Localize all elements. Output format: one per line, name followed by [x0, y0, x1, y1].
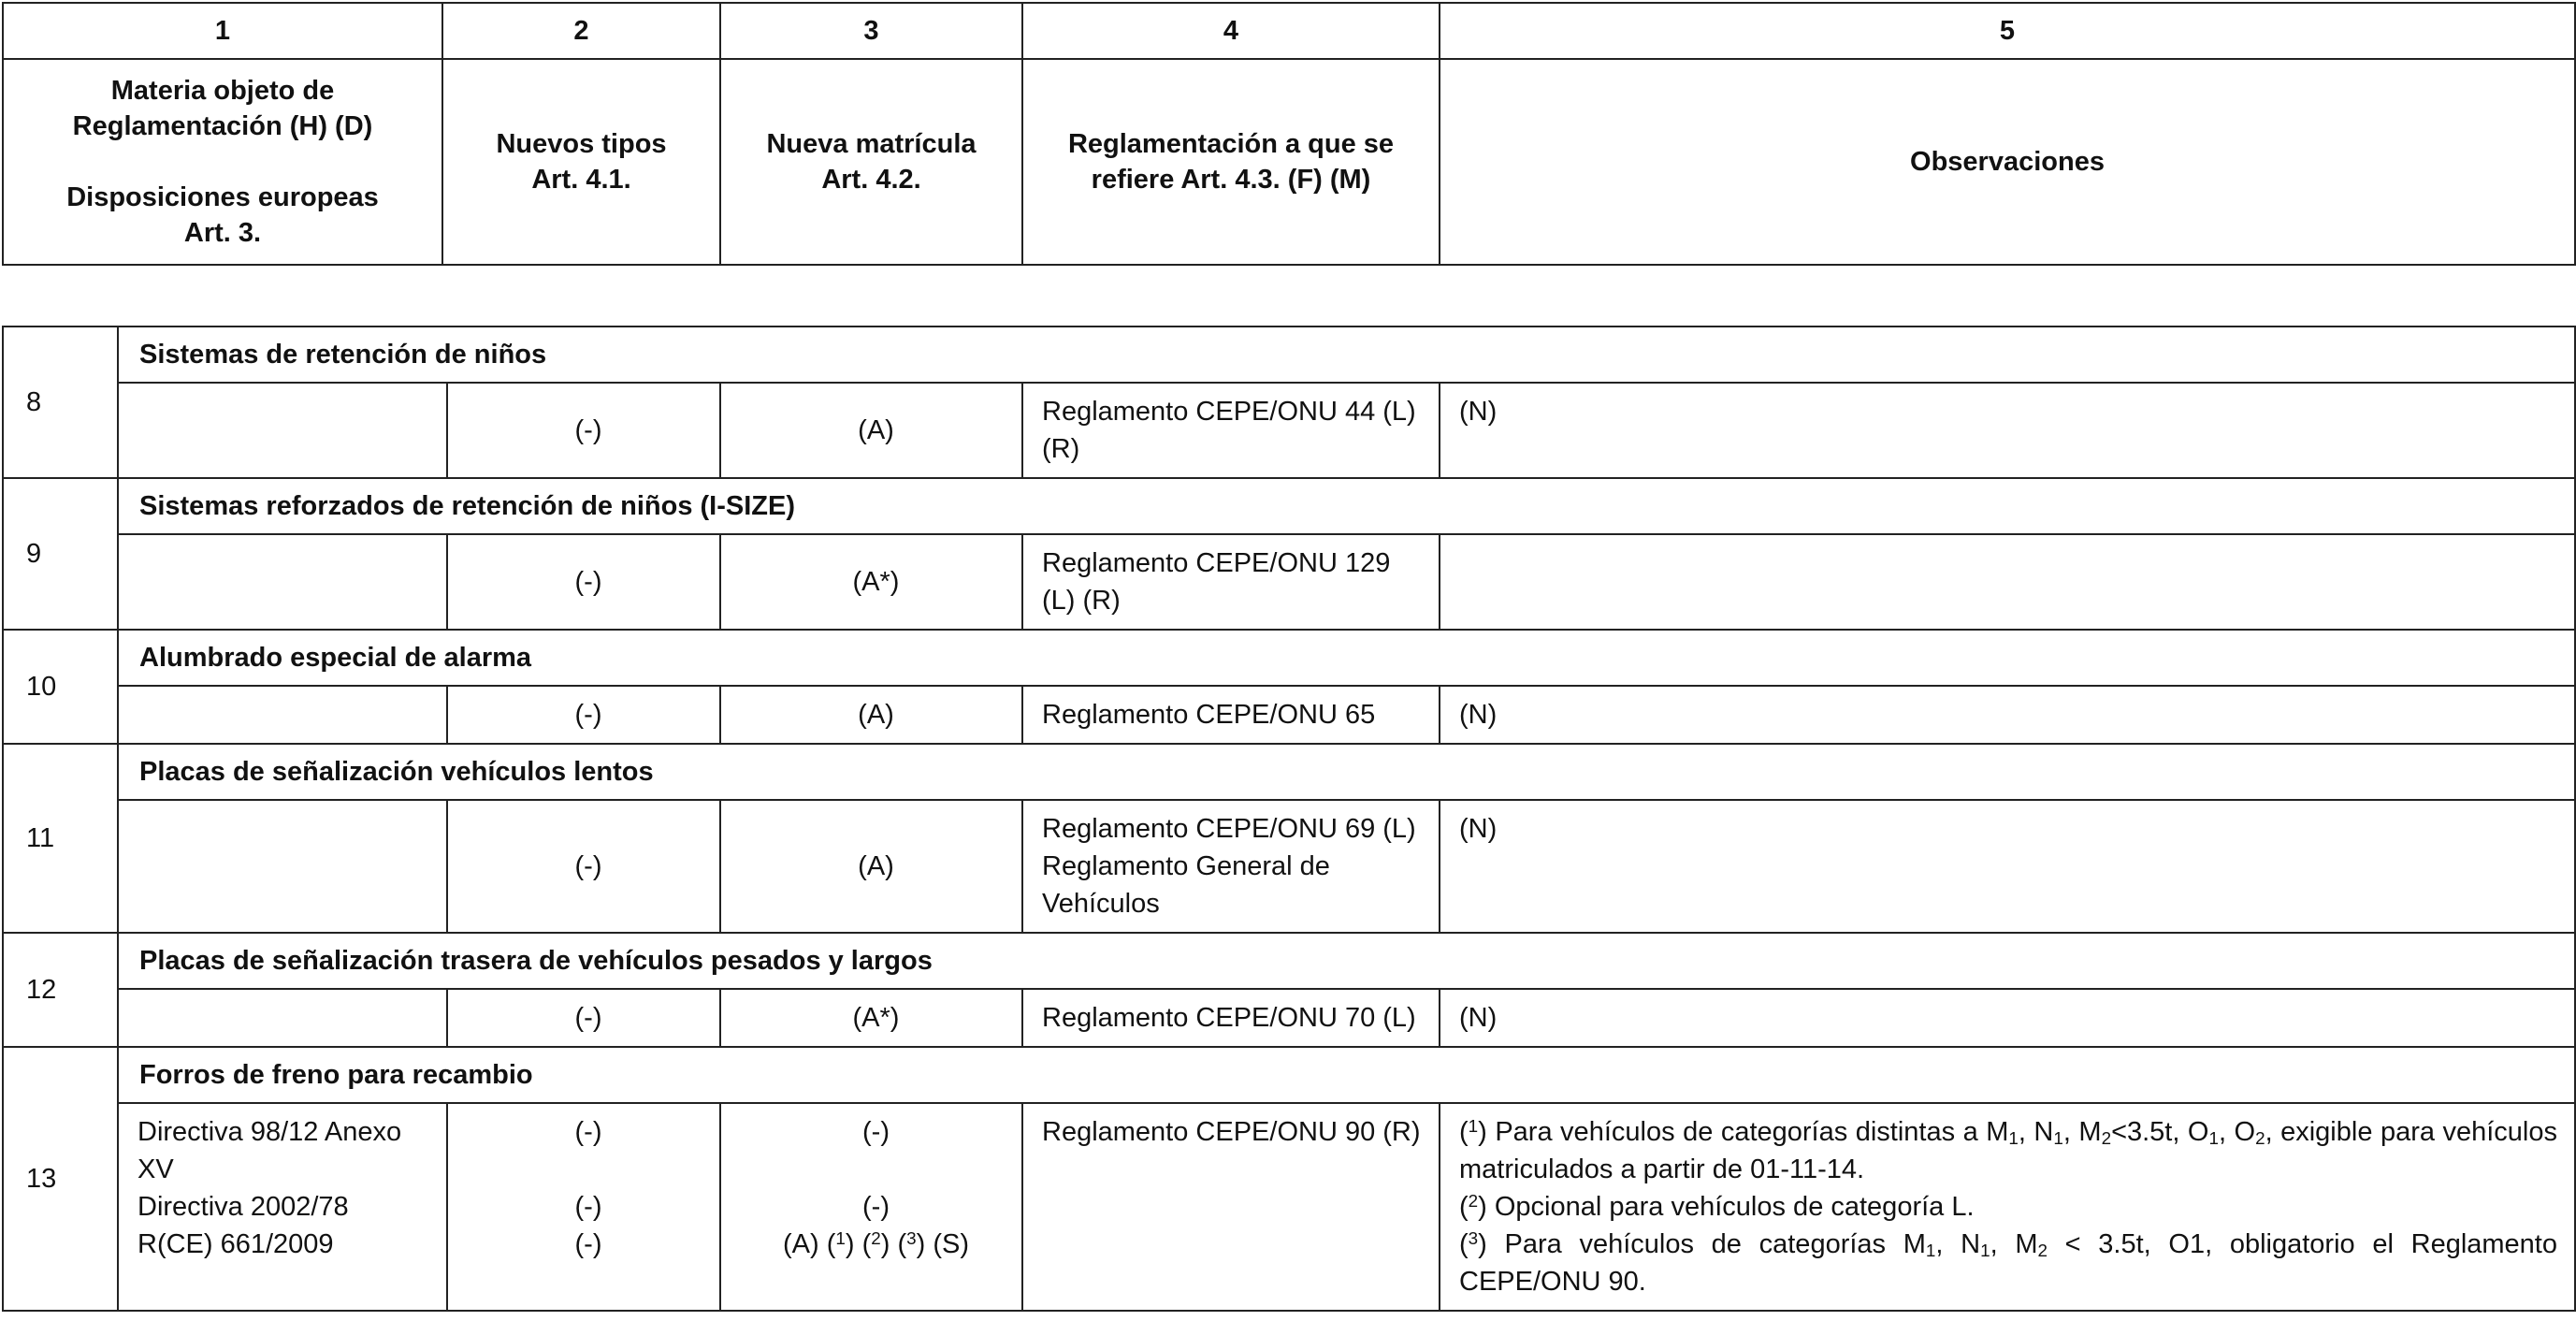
group-title: Placas de señalización vehículos lentos — [118, 744, 2575, 800]
matricula-line: (-) — [862, 1192, 890, 1222]
footnote-text: , O — [2218, 1117, 2256, 1147]
nuevos-tipos-cell: (-) — [447, 989, 720, 1047]
table-row — [3, 383, 2575, 478]
group-title-row — [3, 1047, 2575, 1103]
col-header-nuevos-tipos: Nuevos tipos Art. 4.1. — [442, 59, 720, 265]
col-number-4: 4 — [1022, 3, 1440, 59]
disposiciones-cell — [118, 383, 447, 478]
reglamentacion-cell: Reglamento CEPE/ONU 69 (L) Reglamento General de Vehículos — [1022, 800, 1440, 933]
matricula-line: (-) — [862, 1117, 890, 1147]
footnote-marker: 1 — [1468, 1116, 1479, 1136]
header-number-row — [3, 3, 2575, 59]
footnote-2: ($^2$) Opcional para vehículos de categoría L. — [1459, 1191, 1975, 1222]
footnote-text: Para vehículos de categorías distintas a M — [1495, 1117, 2009, 1147]
footnote-ref: 3 — [906, 1228, 917, 1248]
disposiciones-cell — [118, 534, 447, 630]
table-row — [3, 989, 2575, 1047]
table-row — [3, 686, 2575, 744]
nueva-matricula-cell: (A) — [720, 800, 1022, 933]
footnote-text: Para vehículos de categorías M — [1504, 1229, 1926, 1259]
observaciones-cell: (N) — [1440, 800, 2575, 933]
nueva-matricula-cell: (A) — [720, 383, 1022, 478]
nueva-matricula-cell — [720, 1103, 1022, 1311]
table-row — [3, 800, 2575, 933]
header-label-row — [3, 59, 2575, 265]
observaciones-cell: (N) — [1440, 383, 2575, 478]
table-row — [3, 534, 2575, 630]
row-number: 11 — [3, 744, 118, 933]
group-title: Forros de freno para recambio — [118, 1047, 2575, 1103]
subscript: 1 — [2053, 1128, 2063, 1148]
nuevos-tipos-cell: (-) — [447, 686, 720, 744]
subscript: 1 — [2208, 1128, 2219, 1148]
observaciones-cell: (N) — [1440, 686, 2575, 744]
group-title: Sistemas reforzados de retención de niños (I-SIZE) — [118, 478, 2575, 534]
matricula-value: (A) — [783, 1229, 819, 1259]
nuevos-tipos-cell: (-) — [447, 383, 720, 478]
group-title-row — [3, 744, 2575, 800]
col-header-nueva-matricula: Nueva matrícula Art. 4.2. — [720, 59, 1022, 265]
footnote-marker: 3 — [1468, 1228, 1479, 1248]
disposiciones-cell — [118, 989, 447, 1047]
footnote-ref: 1 — [835, 1228, 846, 1248]
footnote-text: , N — [1935, 1229, 1981, 1259]
footnote-text: , exigible para vehículos matriculados a partir de 01-11-14. — [1459, 1117, 2557, 1184]
disposiciones-cell — [118, 800, 447, 933]
subscript: 2 — [2101, 1128, 2112, 1148]
nuevos-tipos-cell: (-) (-) (-) — [447, 1103, 720, 1311]
footnote-text: Opcional para vehículos de categoría L. — [1494, 1192, 1975, 1222]
group-title: Sistemas de retención de niños — [118, 327, 2575, 383]
table-row — [3, 1103, 2575, 1311]
group-title-row — [3, 933, 2575, 989]
regulation-table — [2, 326, 2576, 1312]
subscript: 1 — [1980, 1241, 1990, 1260]
col-number-5: 5 — [1440, 3, 2575, 59]
footnote-text: <3.5t, O — [2111, 1117, 2209, 1147]
col-number-1: 1 — [3, 3, 442, 59]
footnote-text: < 3.5t, O1, obligatorio el Reglamento CEPE/ONU 90. — [1459, 1229, 2557, 1297]
col-header-reglamentacion: Reglamentación a que se refiere Art. 4.3. (F) (M) — [1022, 59, 1440, 265]
nueva-matricula-cell: (A) — [720, 686, 1022, 744]
reglamentacion-cell: Reglamento CEPE/ONU 129 (L) (R) — [1022, 534, 1440, 630]
subscript: 2 — [2037, 1241, 2048, 1260]
col-header-observaciones: Observaciones — [1440, 59, 2575, 265]
reglamentacion-cell: Reglamento CEPE/ONU 70 (L) — [1022, 989, 1440, 1047]
footnote-ref: 2 — [871, 1228, 881, 1248]
reglamentacion-cell: Reglamento CEPE/ONU 65 — [1022, 686, 1440, 744]
subscript: 1 — [1925, 1241, 1936, 1260]
nuevos-tipos-cell: (-) — [447, 534, 720, 630]
subscript: 1 — [2008, 1128, 2019, 1148]
group-title: Alumbrado especial de alarma — [118, 630, 2575, 686]
footnote-text: , M — [1990, 1229, 2038, 1259]
disposiciones-cell: Directiva 98/12 Anexo XV Directiva 2002/78 R(CE) 661/2009 — [118, 1103, 447, 1311]
footnote-3: ($^3$) Para vehículos de categorías $M_1$, $N_1$, $M_2 < 3.5t$, O1, obligatorio el Reglamento CEPE/ONU 90. — [1459, 1228, 2557, 1297]
row-number: 12 — [3, 933, 118, 1047]
nueva-matricula-cell: (A*) — [720, 989, 1022, 1047]
observaciones-cell — [1440, 1103, 2575, 1311]
observaciones-cell — [1440, 534, 2575, 630]
disposiciones-cell — [118, 686, 447, 744]
footnote-1: ($^1$) Para vehículos de categorías distintas a $M_1$, $N_1$, $M_2<3.5t$, $O_1$, $O_2$, exigible para vehículos matriculados a partir de 01-11-14. — [1459, 1116, 2557, 1184]
col-header-materia: Materia objeto de Reglamentación (H) (D) Disposiciones europeas Art. 3. — [3, 59, 442, 265]
reglamentacion-cell: Reglamento CEPE/ONU 90 (R) — [1022, 1103, 1440, 1311]
group-title: Placas de señalización trasera de vehículos pesados y largos — [118, 933, 2575, 989]
group-title-row — [3, 327, 2575, 383]
group-title-row — [3, 630, 2575, 686]
matricula-line — [740, 1151, 1012, 1188]
row-number: 9 — [3, 478, 118, 630]
row-number: 8 — [3, 327, 118, 478]
matricula-line-notes: (A) ($^1$) ($^2$) ($^3$) (S) — [783, 1228, 969, 1259]
footnote-text: , N — [2018, 1117, 2054, 1147]
col-number-2: 2 — [442, 3, 720, 59]
observaciones-cell: (N) — [1440, 989, 2575, 1047]
footnote-marker: 2 — [1468, 1191, 1479, 1211]
nueva-matricula-cell: (A*) — [720, 534, 1022, 630]
reglamentacion-cell: Reglamento CEPE/ONU 44 (L) (R) — [1022, 383, 1440, 478]
group-title-row — [3, 478, 2575, 534]
col-number-3: 3 — [720, 3, 1022, 59]
footnote-text: , M — [2062, 1117, 2102, 1147]
subscript: 2 — [2255, 1128, 2265, 1148]
nuevos-tipos-cell: (-) — [447, 800, 720, 933]
row-number: 13 — [3, 1047, 118, 1311]
row-number: 10 — [3, 630, 118, 744]
header-table — [2, 2, 2576, 266]
matricula-suffix: (S) — [933, 1229, 969, 1259]
